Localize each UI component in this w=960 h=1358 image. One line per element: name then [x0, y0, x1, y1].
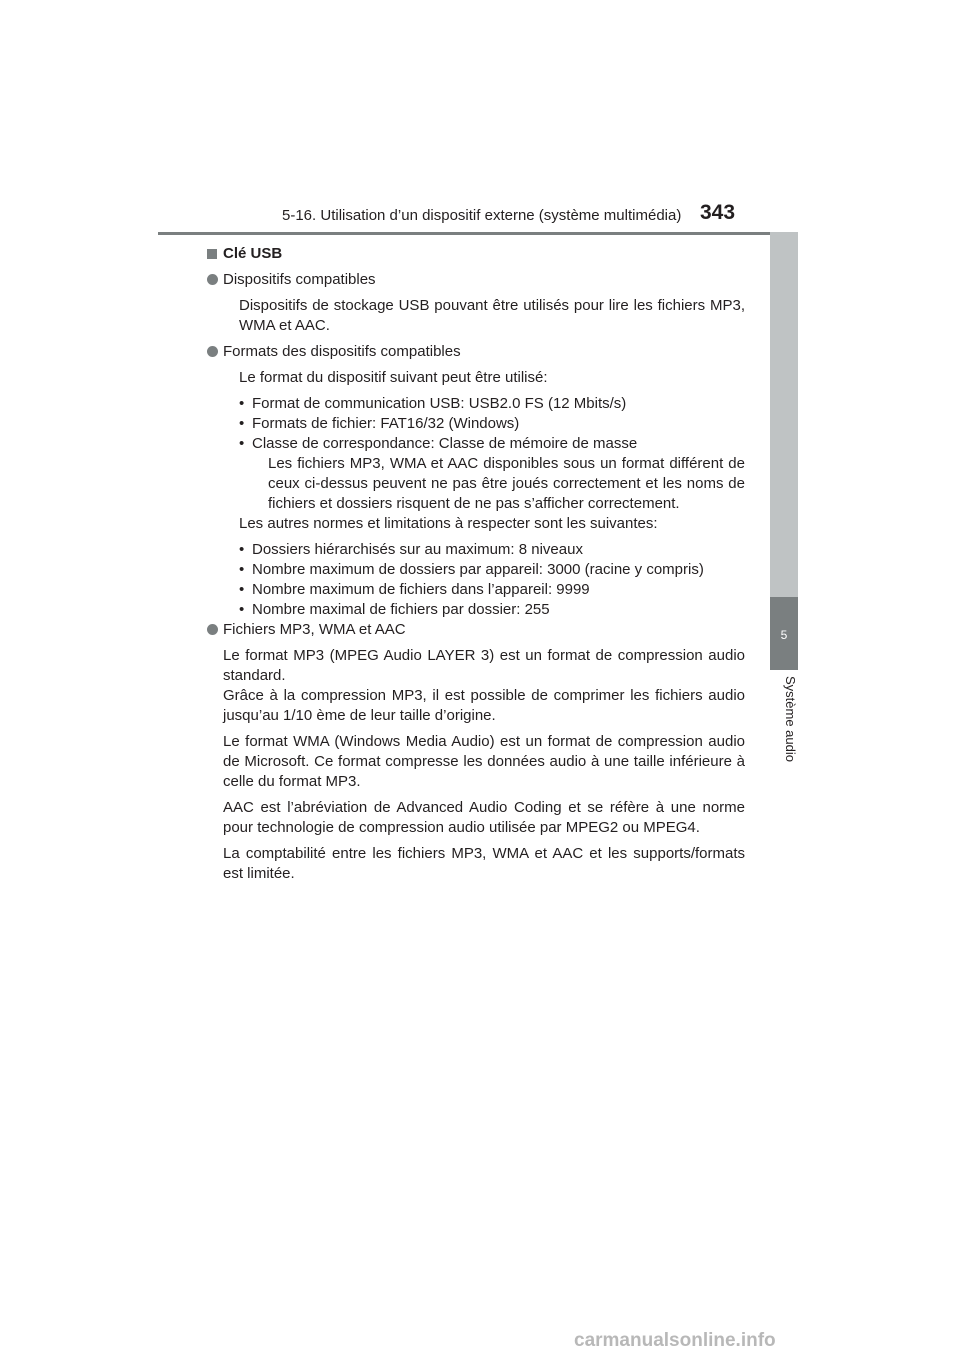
list-note: Les fichiers MP3, WMA et AAC disponibles sous un format différent de ceux ci-dessus peuvent ne pas être joués correctement et les noms de fichiers et dossiers risquent de ne pas s’afficher correctement.: [268, 455, 745, 512]
list-note-wrap: [239, 454, 745, 514]
chapter-label-tab: [770, 670, 798, 800]
paragraph: Les autres normes et limitations à respecter sont les suivantes:: [239, 515, 658, 532]
paragraph: Le format WMA (Windows Media Audio) est un format de compression audio de Microsoft. Ce format compresse les données audio à une taille inférieure à celle du format MP3.: [223, 733, 745, 790]
circle-bullet-icon: [207, 274, 218, 285]
list-item: • Format de communication USB: USB2.0 FS (12 Mbits/s): [239, 394, 745, 414]
circle-bullet-icon: [207, 346, 218, 357]
bullet-title: Formats des dispositifs compatibles: [223, 343, 461, 360]
list-item: • Formats de fichier: FAT16/32 (Windows): [239, 414, 745, 434]
chapter-label: Système audio: [783, 676, 798, 762]
paragraph: Le format du dispositif suivant peut être utilisé:: [239, 369, 548, 386]
heading-text: Clé USB: [223, 245, 283, 262]
list-item: • Nombre maximum de dossiers par appareil: 3000 (racine y compris): [239, 560, 745, 580]
limits-list: [239, 540, 745, 620]
paragraph-group: [223, 646, 745, 726]
circle-bullet-icon: [207, 624, 218, 635]
section-heading: [207, 244, 745, 264]
bullet-formats: [207, 342, 745, 362]
bullet-compatible-devices: [207, 270, 745, 290]
paragraph: AAC est l’abréviation de Advanced Audio Coding et se réfère à une norme pour technologie de compression audio utilisée par MPEG2 ou MPEG4.: [223, 799, 745, 836]
square-bullet-icon: [207, 249, 217, 259]
format-list: [239, 394, 745, 454]
bullet-title: Fichiers MP3, WMA et AAC: [223, 621, 406, 638]
paragraph: Grâce à la compression MP3, il est possible de comprimer les fichiers audio jusqu’au 1/10 ème de leur taille d’origine.: [223, 687, 745, 724]
list-item: • Nombre maximum de fichiers dans l’appareil: 9999: [239, 580, 745, 600]
watermark: carmanualsonline.info: [574, 1330, 776, 1351]
bullet-file-types: [207, 620, 745, 640]
list-item: • Dossiers hiérarchisés sur au maximum: 8 niveaux: [239, 540, 745, 560]
page-body: [223, 244, 745, 890]
list-item: • Classe de correspondance: Classe de mémoire de masse: [239, 434, 745, 454]
side-tab-strip: [770, 232, 798, 597]
list-item: • Nombre maximal de fichiers par dossier: 255: [239, 600, 745, 620]
paragraph: La comptabilité entre les fichiers MP3, WMA et AAC et les supports/formats est limitée.: [223, 845, 745, 882]
section-title: 5-16. Utilisation d’un dispositif externe (système multimédia): [282, 207, 682, 224]
paragraph: Dispositifs de stockage USB pouvant être utilisés pour lire les fichiers MP3, WMA et AAC.: [239, 297, 745, 334]
page-number: 343: [700, 201, 736, 224]
bullet-title: Dispositifs compatibles: [223, 271, 376, 288]
chapter-tab: [770, 597, 798, 670]
paragraph: Le format MP3 (MPEG Audio LAYER 3) est un format de compression audio standard.: [223, 647, 745, 684]
header-rule: [158, 232, 798, 235]
chapter-number: 5: [780, 628, 788, 642]
